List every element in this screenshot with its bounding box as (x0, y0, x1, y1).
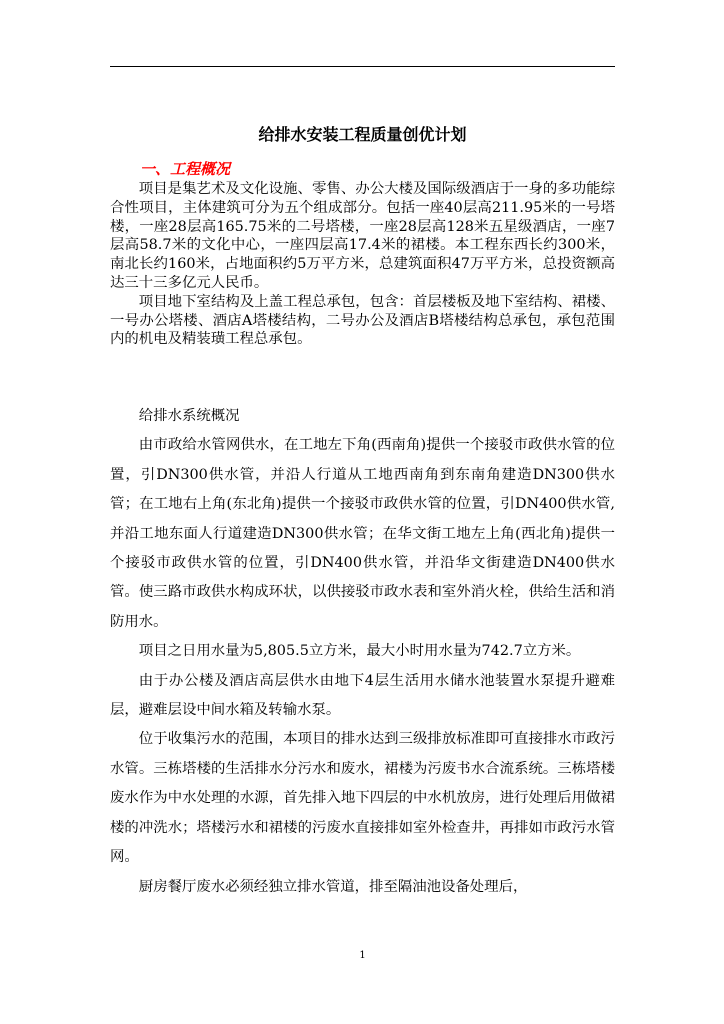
subsection-heading: 给排水系统概况 (138, 408, 240, 424)
section-heading-project-overview: 一、工程概况 (140, 160, 231, 178)
paragraph: 位于收集污水的范围，本项目的排水达到三级排放标准即可直接排水市政污水管。三栋塔楼的生活排水分污水和废水，裙楼为污废书水合流系统。三栋塔楼废水作为中水处理的水源，首先排入地下四层的中水机放房，进行处理后用做裙楼的冲洗水；塔楼污水和裙楼的污废水直接排如室外检查井，再排如市政污水管网。 (110, 731, 615, 866)
paragraph: 由于办公楼及酒店高层供水由地下4层生活用水储水池装置水泵提升避难层，避难层设中间水箱及转输水泵。 (110, 672, 615, 719)
paragraph: 项目地下室结构及上盖工程总承包，包含：首层楼板及地下室结构、裙楼、一号办公塔楼、酒店A塔楼结构，二号办公及酒店B塔楼结构总承包，承包范围内的机电及精装璜工程总承包。 (110, 293, 615, 348)
water-system-body (110, 402, 615, 902)
document-title: 给排水安装工程质量创优计划 (258, 125, 467, 144)
project-overview-body (110, 180, 615, 349)
paragraph: 项目是集艺术及文化设施、零售、办公大楼及国际级酒店于一身的多功能综合性项目，主体建筑可分为五个组成部分。包括一座40层高211.95米的一号塔楼，一座28层高165.75米的二号塔楼，一座28层高128米五星级酒店，一座7层高58.7米的文化中心，一座四层高17.4米的裙楼。本工程东西长约300米，南北长约160米，占地面积约5万平方米，总建筑面积47万平方米，总投资额高达三十三多亿元人民币。 (110, 181, 615, 291)
paragraph: 项目之日用水量为5,805.5立方米，最大小时用水量为742.7立方米。 (138, 643, 581, 660)
page-number: 1 (359, 950, 366, 961)
header-rule (110, 66, 615, 67)
paragraph: 由市政给水管网供水，在工地左下角(西南角)提供一个接驳市政供水管的位置，引DN300供水管，并沿人行道从工地西南角到东南角建造DN300供水管；在工地右上角(东北角)提供一个接驳市政供水管的位置，引DN400供水管,并沿工地东面人行道建造DN300供水管；在华文街工地左上角(西北角)提供一个接驳市政供水管的位置，引DN400供水管，并沿华文街建造DN400供水管。使三路市政供水构成环状，以供接驳市政水表和室外消火栓，供给生活和消防用水。 (110, 437, 615, 630)
paragraph: 厨房餐厅废水必须经独立排水管道，排至隔油池设备处理后， (138, 878, 528, 895)
